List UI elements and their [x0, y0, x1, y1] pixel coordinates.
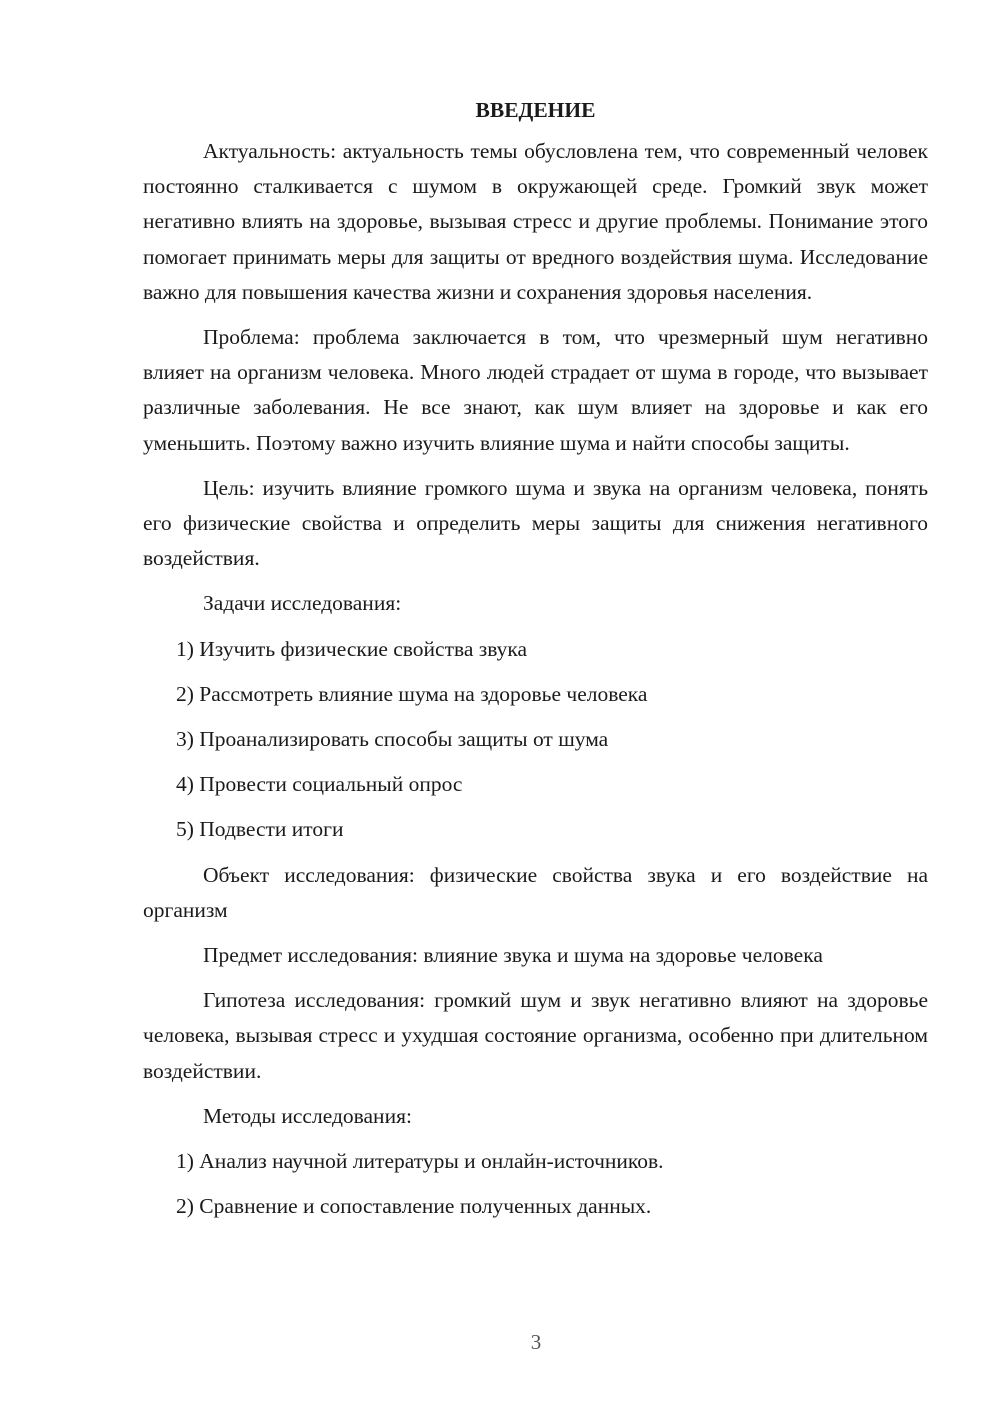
- tasks-heading: Задачи исследования:: [203, 591, 402, 616]
- methods-heading: Методы исследования:: [203, 1103, 412, 1128]
- section-title: ВВЕДЕНИЕ: [475, 98, 596, 122]
- paragraph-goal: Цель: изучить влияние громкого шума и звука на организм человека, понять его физические свойства и определить меры защиты для снижения негативного воздействия.: [143, 475, 928, 571]
- methods-list: [143, 1144, 928, 1224]
- document-page: [143, 94, 928, 1224]
- paragraph-subject: Предмет исследования: влияние звука и шума на здоровье человека: [203, 943, 823, 968]
- paragraph-hypothesis: Гипотеза исследования: громкий шум и звук негативно влияют на здоровье человека, вызывая стресс и ухудшая состояние организма, особенно при длительном воздействии.: [143, 988, 928, 1083]
- list-item: 2) Сравнение и сопоставление полученных данных.: [176, 1194, 652, 1219]
- list-item: 4) Провести социальный опрос: [176, 772, 463, 797]
- tasks-list: [143, 632, 928, 848]
- list-item: 1) Анализ научной литературы и онлайн-источников.: [176, 1149, 664, 1174]
- list-item: 1) Изучить физические свойства звука: [176, 636, 528, 661]
- paragraph-object: Объект исследования: физические свойства звука и его воздействие на организм: [143, 862, 928, 922]
- list-item: 5) Подвести итоги: [176, 817, 344, 842]
- paragraph-relevance: Актуальность: актуальность темы обусловлена тем, что современный человек постоянно сталкивается с шумом в окружающей среде. Громкий звук может негативно влиять на здоровье, вызывая стресс и другие проблемы. Понимание этого помогает принимать меры для защиты от вредного воздействия шума. Исследование важно для повышения качества жизни и сохранения здоровья населения.: [143, 139, 928, 304]
- list-item: 2) Рассмотреть влияние шума на здоровье человека: [176, 681, 648, 706]
- page-number: 3: [530, 1330, 542, 1354]
- paragraph-problem: Проблема: проблема заключается в том, что чрезмерный шум негативно влияет на организм человека. Много людей страдает от шума в городе, что вызывает различные заболевания. Не все знают, как шум влияет на здоровье и как его уменьшить. Поэтому важно изучить влияние шума и найти способы защиты.: [143, 325, 928, 455]
- list-item: 3) Проанализировать способы защиты от шума: [176, 727, 609, 752]
